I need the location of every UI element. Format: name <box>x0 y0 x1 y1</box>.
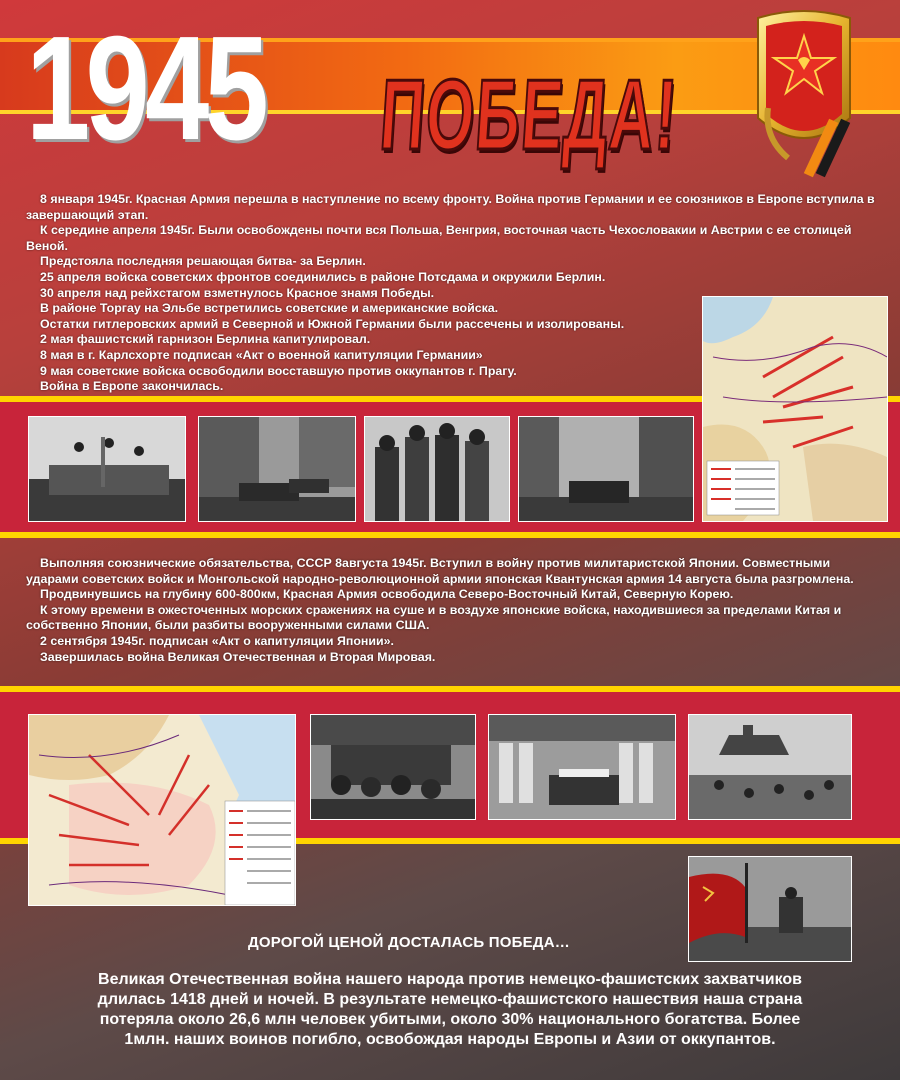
conclusion-line: потеряла около 26,6 млн человек убитыми, около 30% национального богатства. Более <box>99 1011 801 1028</box>
section1-paragraph: 9 мая советские войска освободили восставшую против оккупантов г. Прагу. <box>40 363 517 378</box>
section1-paragraph: 8 мая в г. Карлсхорте подписан «Акт о военной капитуляции Германии» <box>40 347 483 362</box>
section1-paragraph: Остатки гитлеровских армий в Северной и Южной Германии были рассечены и изолированы. <box>40 316 625 331</box>
europe-campaign-map <box>702 296 888 522</box>
photo-tanks-street <box>198 416 356 522</box>
section1-paragraph: 2 мая фашистский гарнизон Берлина капитулировал. <box>40 332 371 347</box>
conclusion-line: Великая Отечественная война нашего народа против немецко-фашистских захватчиков <box>98 971 802 988</box>
section1-paragraph: 25 апреля войска советских фронтов соединились в районе Потсдама и окружили Берлин. <box>40 269 606 284</box>
section1-paragraph: К середине апреля 1945г. Были освобождены почти вся Польша, Венгрия, восточная часть Чехословакии и Австрии с ее столицей Веной. <box>26 223 852 253</box>
year-title: 1945 <box>26 6 265 171</box>
section2-paragraph: Завершилась война Великая Отечественная и Вторая Мировая. <box>40 649 436 664</box>
conclusion-title: ДОРОГОЙ ЦЕНОЙ ДОСТАЛАСЬ ПОБЕДА… <box>248 934 570 951</box>
section1-paragraph: 8 января 1945г. Красная Армия перешла в наступление по всему фронту. Война против Германии и ее союзников в Европе вступила в завершающий этап. <box>26 192 875 222</box>
conclusion-line: длилась 1418 дней и ночей. В результате немецко-фашистского нашествия наша страна <box>97 991 803 1008</box>
section2-paragraph: Продвинувшись на глубину 600-800км, Красная Армия освободила Северо-Восточный Китай, Северную Корею. <box>40 587 734 602</box>
photo-tanks-prague <box>518 416 694 522</box>
victory-title: ПОБЕДА! <box>376 59 682 171</box>
section2-paragraph: Выполняя союзнические обязательства, СССР 8августа 1945г. Вступил в войну против милитаристской Японии. Совместными ударами советских войск и Монгольской народно-революционной армии японская Квантунская армия 14 августа была разгромлена. <box>26 556 854 586</box>
conclusion-line: 1млн. наших воинов погибло, освобождая народы Европы и Азии от оккупантов. <box>124 1031 776 1048</box>
section2-text <box>26 556 886 665</box>
section2-paragraph: 2 сентября 1945г. подписан «Акт о капитуляции Японии». <box>40 633 394 648</box>
section1-paragraph: Война в Европе закончилась. <box>40 379 224 394</box>
section1-paragraph: Предстояла последняя решающая битва- за Берлин. <box>40 254 366 269</box>
far-east-campaign-map <box>28 714 296 906</box>
section1-paragraph: 30 апреля над рейхстагом взметнулось Красное знамя Победы. <box>40 285 435 300</box>
conclusion-text <box>20 970 880 1050</box>
section1-paragraph: В районе Торгау на Эльбе встретились советские и американские войска. <box>40 301 499 316</box>
photo-elbe-meeting <box>364 416 510 522</box>
section2-paragraph: К этому времени в ожесточенных морских сражениях на суше и в воздухе японские войска, находившиеся за пределами Китая и собственно Японии, были разбиты вооруженными силами США. <box>26 602 842 633</box>
photo-landing-ships <box>688 714 852 820</box>
band1-bottom-stripe <box>0 532 900 538</box>
photo-japan-surrender-signing <box>488 714 676 820</box>
soviet-star-emblem-icon <box>748 8 860 186</box>
photo-soldiers-manchuria <box>310 714 476 820</box>
photo-reichstag-flag <box>688 856 852 962</box>
photo-celebration <box>28 416 186 522</box>
